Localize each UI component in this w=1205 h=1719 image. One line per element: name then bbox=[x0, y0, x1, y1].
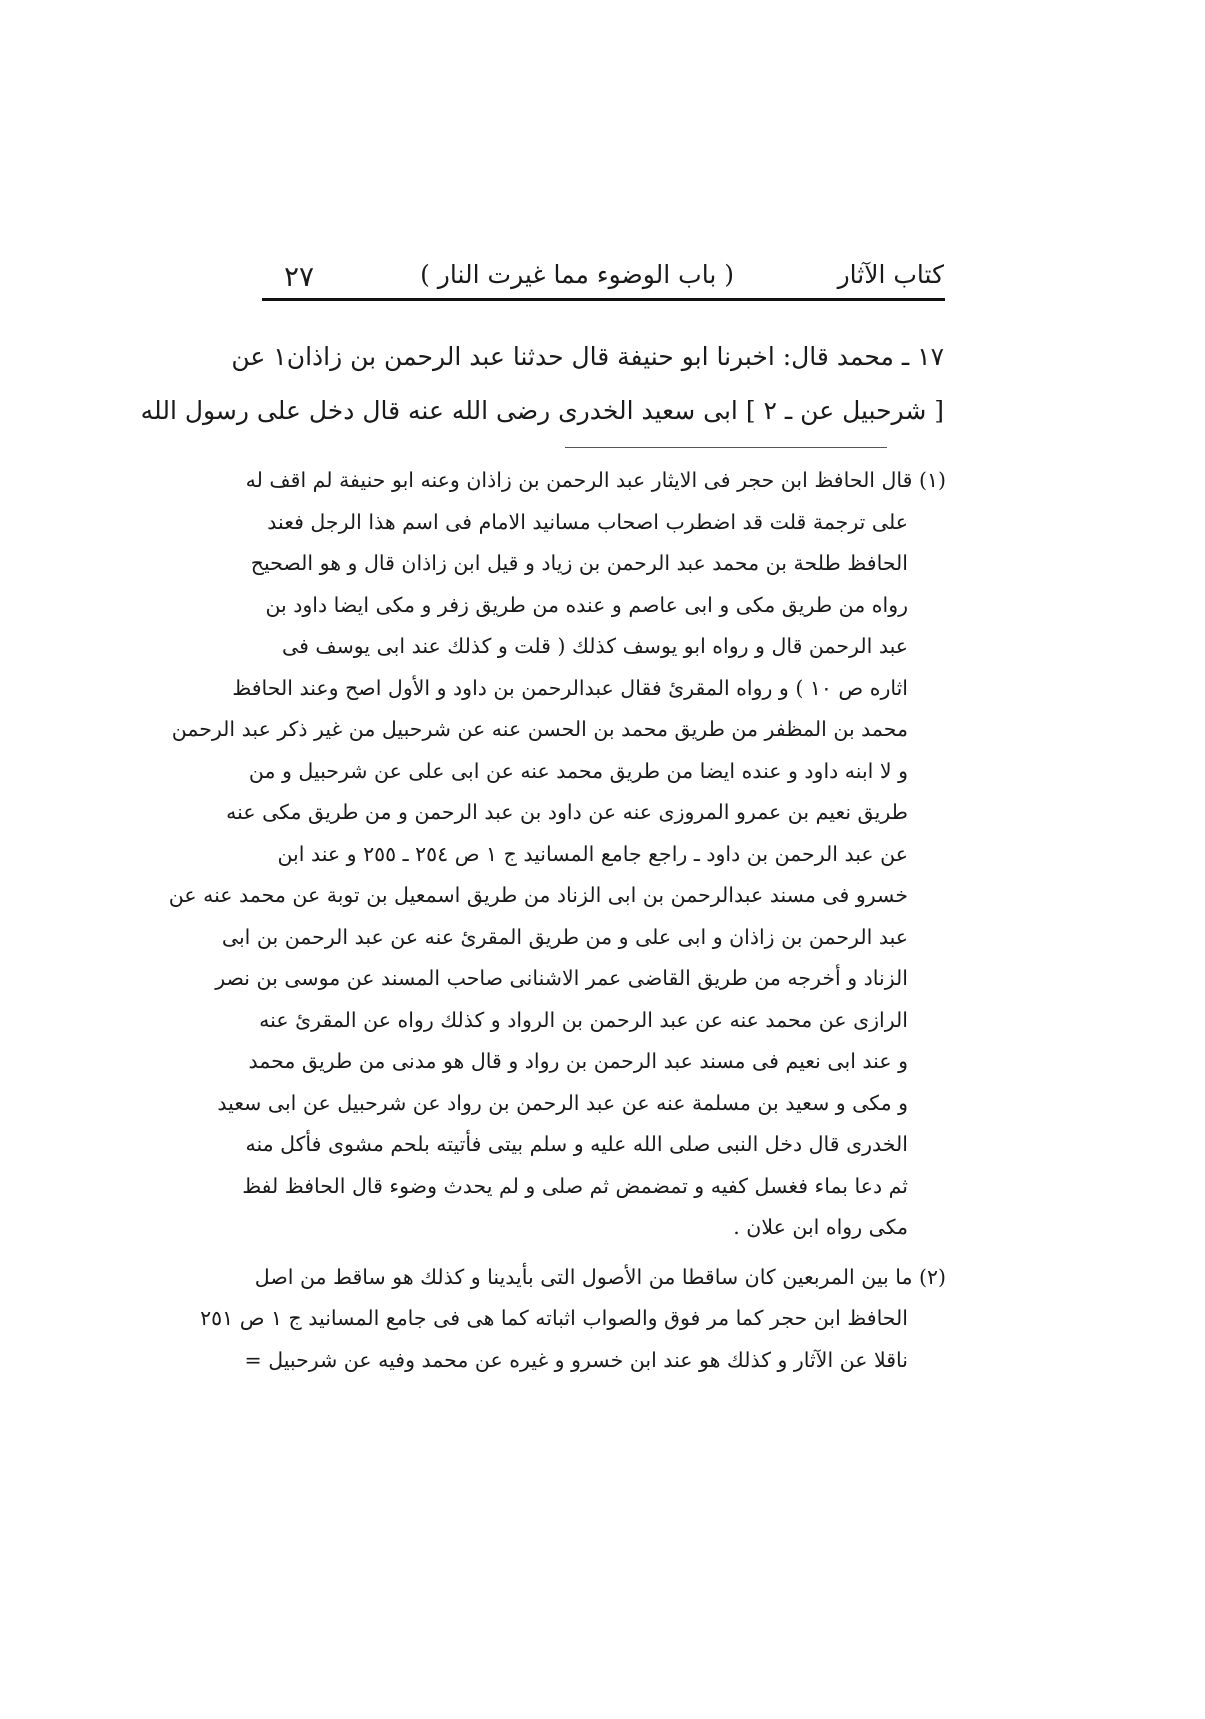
footnote-line: اثاره ص ١٠ ) و رواه المقرئ فقال عبدالرحمن بن داود و الأول اصح وعند الحافظ bbox=[232, 675, 908, 700]
footnote-line: محمد بن المظفر من طريق محمد بن الحسن عنه عن شرحبيل من غير ذكر عبد الرحمن bbox=[171, 717, 908, 741]
footnote-line: و لا ابنه داود و عنده ايضا من طريق محمد عنه عن ابى على عن شرحبيل و من bbox=[248, 758, 908, 783]
footnote-line: الزناد و أخرجه من طريق القاضى عمر الاشنانى صاحب المسند عن موسى بن نصر bbox=[215, 966, 908, 990]
hadith-line: [ شرحبيل عن ـ ٢ ] ابى سعيد الخدرى رضى الله عنه قال دخل على رسول الله bbox=[140, 396, 944, 425]
footnote-line: الرازى عن محمد عنه عن عبد الرحمن بن الرواد و كذلك رواه عن المقرئ عنه bbox=[259, 1007, 908, 1032]
page-number: ٢٧ bbox=[284, 260, 315, 293]
footnote-line: مكى رواه ابن علان . bbox=[733, 1215, 908, 1239]
footnote-line: و عند ابى نعيم فى مسند عبد الرحمن بن رواد و قال هو مدنى من طريق محمد bbox=[248, 1049, 908, 1073]
footnote-line: عن عبد الرحمن بن داود ـ راجع جامع المسانيد ج ١ ص ٢٥٤ ـ ٢٥٥ و عند ابن bbox=[277, 841, 908, 866]
chapter-title: ( باب الوضوء مما غيرت النار ) bbox=[420, 260, 734, 289]
footnote-line: (٢) ما بين المربعين كان ساقطا من الأصول التى بأيدينا و كذلك هو ساقط من اصل bbox=[254, 1264, 946, 1289]
footnotes bbox=[168, 460, 946, 1381]
footnote-line: رواه من طريق مكى و ابى عاصم و عنده من طريق زفر و مكى ايضا داود بن bbox=[265, 592, 908, 617]
hadith-line: ١٧ ـ محمد قال: اخبرنا ابو حنيفة قال حدثنا عبد الرحمن بن زاذان١ عن bbox=[231, 342, 944, 371]
hadith-text bbox=[140, 330, 944, 438]
header-rule bbox=[262, 298, 945, 301]
footnote-line: الخدرى قال دخل النبى صلى الله عليه و سلم بيتى فأتيته بلحم مشوى فأكل منه bbox=[245, 1132, 908, 1156]
footnote-line: و مكى و سعيد بن مسلمة عنه عن عبد الرحمن بن رواد عن شرحبيل عن ابى سعيد bbox=[217, 1090, 908, 1115]
footnote-line: ثم دعا بماء فغسل كفيه و تمضمض ثم صلى و لم يحدث وضوء قال الحافظ لفظ bbox=[242, 1173, 908, 1198]
footnote-2 bbox=[200, 1257, 946, 1382]
footnote-line: ناقلا عن الآثار و كذلك هو عند ابن خسرو و غيره عن محمد وفيه عن شرحبيل = bbox=[244, 1347, 908, 1372]
footnote-line: على ترجمة قلت قد اضطرب اصحاب مسانيد الامام فى اسم هذا الرجل فعند bbox=[267, 509, 908, 534]
footnote-line: (١) قال الحافظ ابن حجر فى الايثار عبد الرحمن بن زاذان وعنه ابو حنيفة لم اقف له bbox=[245, 468, 946, 492]
book-title: كتاب الآثار bbox=[837, 260, 944, 289]
footnote-line: الحافظ طلحة بن محمد عبد الرحمن بن زياد و قيل ابن زاذان قال و هو الصحيح bbox=[250, 551, 908, 575]
footnote-line: الحافظ ابن حجر كما مر فوق والصواب اثباته كما هى فى جامع المسانيد ج ١ ص ٢٥١ bbox=[200, 1306, 908, 1330]
running-header bbox=[272, 254, 944, 298]
footnote-line: عبد الرحمن قال و رواه ابو يوسف كذلك ( قلت و كذلك عند ابى يوسف فى bbox=[281, 634, 908, 658]
footnote-line: طريق نعيم بن عمرو المروزى عنه عن داود بن عبد الرحمن و من طريق مكى عنه bbox=[226, 800, 908, 824]
footnote-separator bbox=[565, 447, 887, 448]
footnote-line: عبد الرحمن بن زاذان و ابى على و من طريق المقرئ عنه عن عبد الرحمن بن ابى bbox=[221, 924, 908, 949]
footnote-line: خسرو فى مسند عبدالرحمن بن ابى الزناد من طريق اسمعيل بن توبة عن محمد عنه عن bbox=[168, 883, 908, 907]
footnote-1 bbox=[168, 460, 946, 1249]
